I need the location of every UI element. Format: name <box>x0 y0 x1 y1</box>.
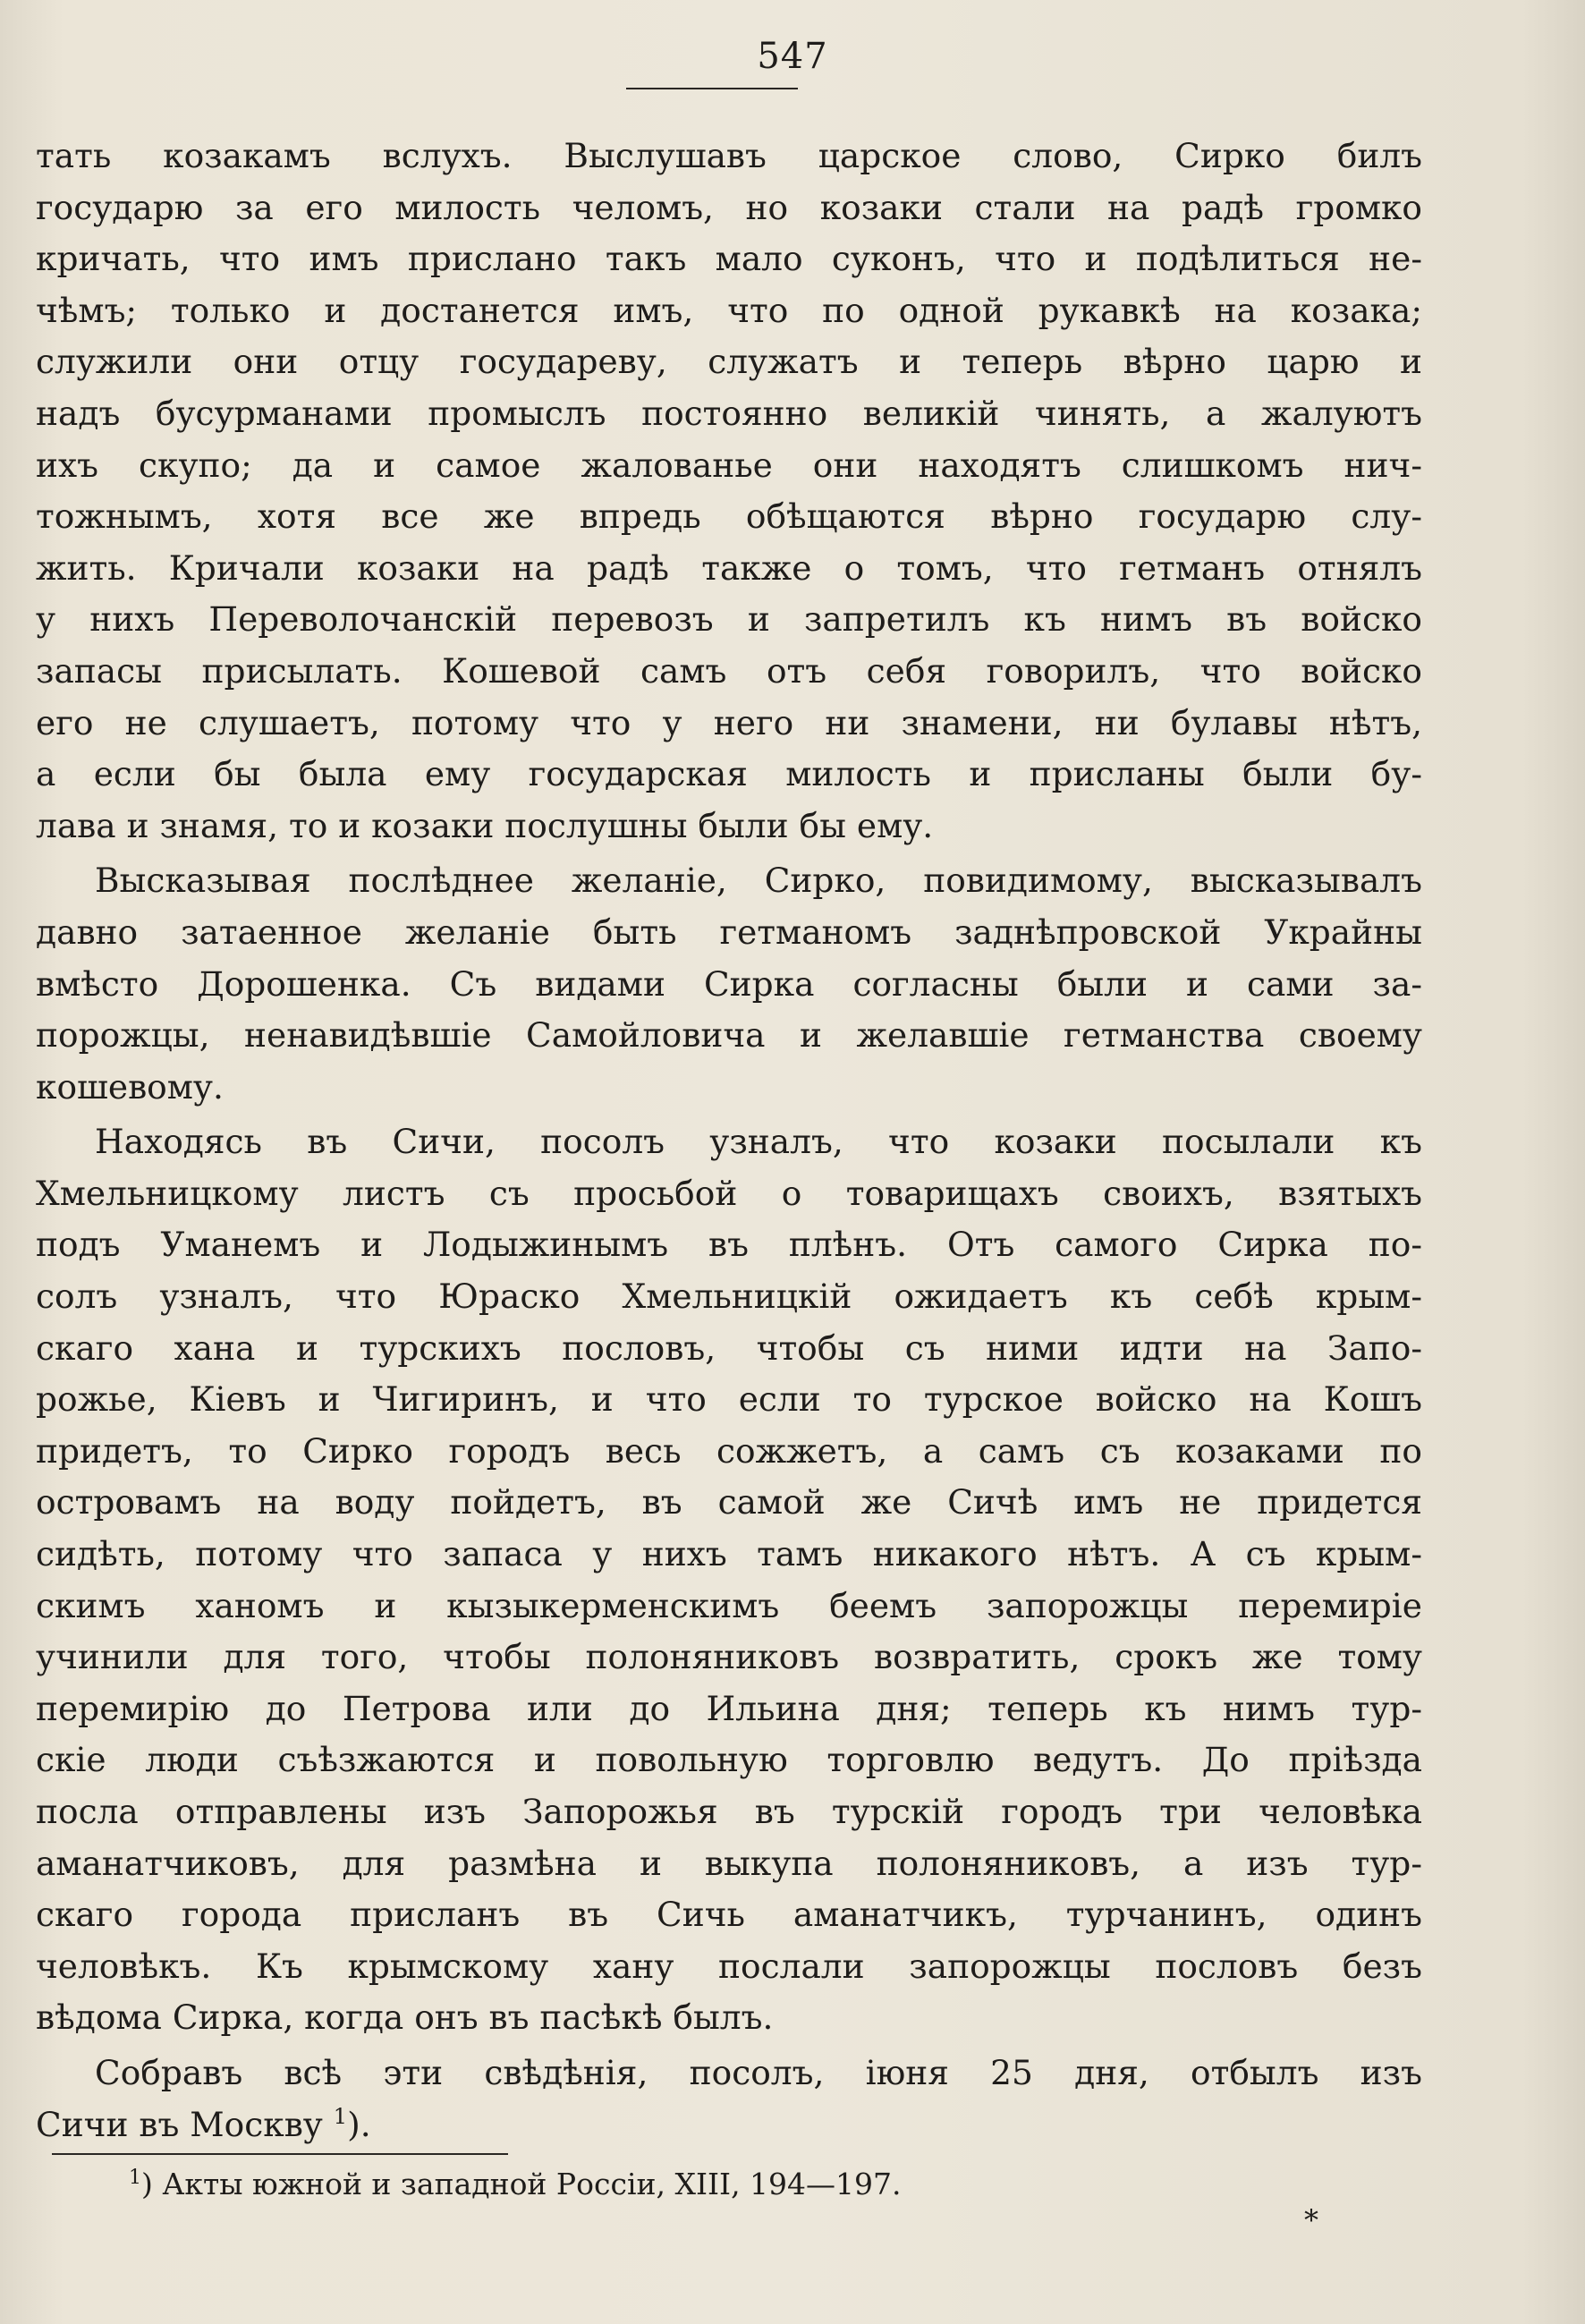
text-line: Высказывая послѣднее желаніе, Сирко, повидимому, высказывалъ <box>95 861 1422 901</box>
text-line: служили они отцу государеву, служатъ и теперь вѣрно царю и <box>36 342 1422 382</box>
text-line: жить. Кричали козаки на радѣ также о томъ, что гетманъ отнялъ <box>36 547 1422 588</box>
text-line-with-footnote: Сичи въ Москву $^1$). <box>36 2103 371 2144</box>
text-line: скаго города присланъ въ Сичь аманатчикъ, турчанинъ, одинъ <box>36 1895 1422 1935</box>
text-line: подъ Уманемъ и Лодыжинымъ въ плѣнъ. Отъ самого Сирка по- <box>36 1225 1422 1265</box>
text-line: надъ бусурманами промыслъ постоянно великій чинять, а жалуютъ <box>36 393 1422 433</box>
text-line: кошевому. <box>36 1066 224 1107</box>
text-line: Собравъ всѣ эти свѣдѣнія, посолъ, іюня 25 дня, отбылъ изъ <box>95 2052 1422 2092</box>
text-line: у нихъ Переволочанскій перевозъ и запретилъ къ нимъ въ войско <box>36 599 1422 640</box>
text-line: чѣмъ; только и достанется имъ, что по одной рукавкѣ на козака; <box>36 290 1422 330</box>
text-line: Хмельницкому листъ съ просьбой о товарищахъ своихъ, взятыхъ <box>36 1173 1422 1213</box>
text-line: скимъ ханомъ и кызыкерменскимъ беемъ запорожцы перемиріе <box>36 1585 1422 1625</box>
text-line: запасы присылать. Кошевой самъ отъ себя говорилъ, что войско <box>36 650 1422 691</box>
text-line: Сичи въ Москву <box>36 2104 323 2144</box>
text-line: скіе люди съѣзжаются и повольную торговлю ведутъ. До пріѣзда <box>36 1740 1422 1780</box>
paragraph-4 <box>36 2048 1422 2150</box>
footnote-reference[interactable]: 1 <box>333 2103 348 2129</box>
text-line: давно затаенное желаніе быть гетманомъ заднѣпровской Украйны <box>36 912 1422 952</box>
text-line: учинили для того, чтобы полоняниковъ возвратить, срокъ же тому <box>36 1637 1422 1677</box>
text-line: ихъ скупо; да и самое жалованье они находятъ слишкомъ нич- <box>36 445 1422 485</box>
text-line: Находясь въ Сичи, посолъ узналъ, что козаки посылали къ <box>95 1122 1422 1162</box>
text-line: порожцы, ненавидѣвшіе Самойловича и желавшіе гетманства своему <box>36 1015 1422 1056</box>
paragraph-2 <box>36 855 1422 1113</box>
text-line: вмѣсто Дорошенка. Съ видами Сирка согласны были и сами за- <box>36 963 1422 1004</box>
text-line: сидѣть, потому что запаса у нихъ тамъ никакого нѣтъ. А съ крым- <box>36 1534 1422 1574</box>
text-line: посла отправлены изъ Запорожья въ турскій городъ три человѣка <box>36 1792 1422 1831</box>
text-line: государю за его милость челомъ, но козаки стали на радѣ громко <box>36 187 1422 227</box>
footnote-rule <box>52 2153 508 2155</box>
body-text <box>36 131 1422 2150</box>
header-rule <box>626 88 798 89</box>
text-line: солъ узналъ, что Юраско Хмельницкій ожидаетъ къ себѣ крым- <box>36 1277 1422 1317</box>
page-number: 547 <box>757 36 828 77</box>
text-line: скаго хана и турскихъ пословъ, чтобы съ ними идти на Запо- <box>36 1327 1422 1368</box>
text-line: а если бы была ему государская милость и присланы были бу- <box>36 754 1422 794</box>
text-line: лава и знамя, то и козаки послушны были бы ему. <box>36 805 934 845</box>
text-line: рожье, Кіевъ и Чигиринъ, и что если то турское войско на Кошъ <box>36 1379 1422 1420</box>
footnote-text: ) Акты южной и западной Россіи, XIII, 194—197. <box>141 2167 902 2201</box>
footnote <box>129 2163 902 2206</box>
footnote-mark: 1 <box>129 2167 141 2189</box>
text-line: аманатчиковъ, для размѣна и выкупа полоняниковъ, а изъ тур- <box>36 1843 1422 1883</box>
paragraph-1 <box>36 131 1422 852</box>
signature-mark: * <box>1304 2203 1318 2237</box>
text-line: тожнымъ, хотя все же впредь обѣщаются вѣрно государю слу- <box>36 496 1422 537</box>
text-line: придетъ, то Сирко городъ весь сожжетъ, а самъ съ козаками по <box>36 1430 1422 1471</box>
text-line: кричать, что имъ прислано такъ мало суконъ, что и подѣлиться не- <box>36 239 1422 279</box>
text-line: тать козакамъ вслухъ. Выслушавъ царское слово, Сирко билъ <box>36 136 1422 175</box>
paragraph-3 <box>36 1116 1422 2044</box>
text-line: человѣкъ. Къ крымскому хану послали запорожцы пословъ безъ <box>36 1946 1422 1986</box>
text-line: перемирію до Петрова или до Ильина дня; теперь къ нимъ тур- <box>36 1688 1422 1728</box>
text-line: островамъ на воду пойдетъ, въ самой же Сичѣ имъ не придется <box>36 1482 1422 1522</box>
text-line: его не слушаетъ, потому что у него ни знамени, ни булавы нѣтъ, <box>36 702 1422 742</box>
text-line: вѣдома Сирка, когда онъ въ пасѣкѣ былъ. <box>36 1997 774 2038</box>
